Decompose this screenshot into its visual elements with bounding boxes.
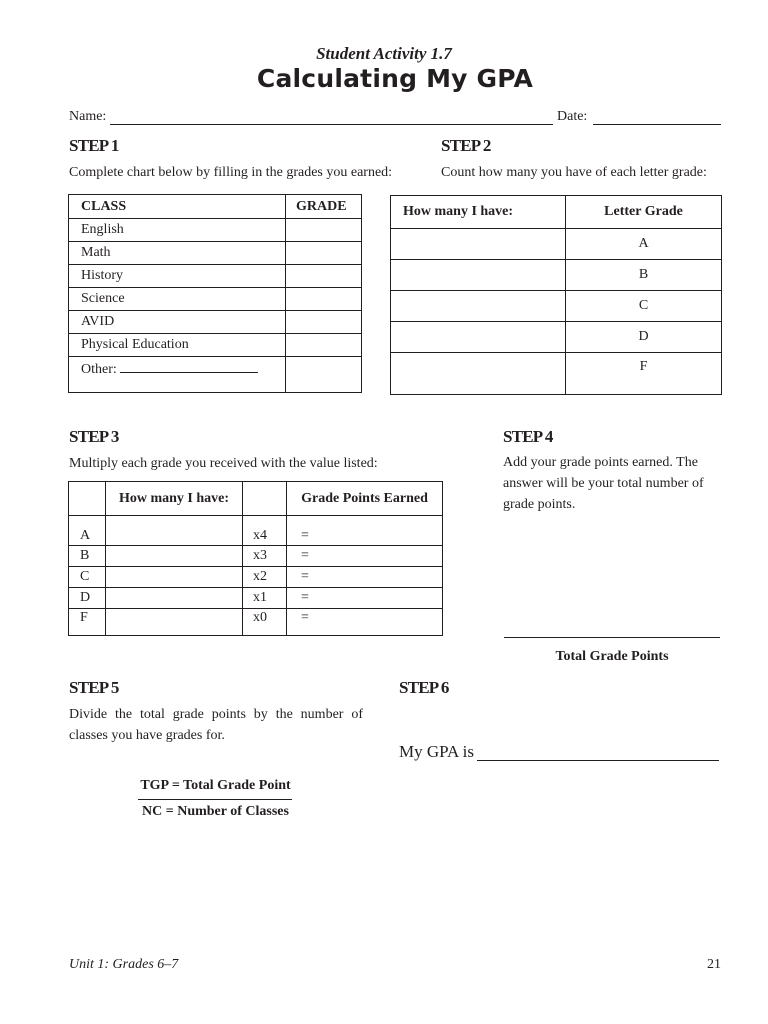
footer-unit: Unit 1: Grades 6–7: [69, 957, 179, 972]
letter-header-cell: [69, 482, 106, 516]
step1-heading: STEP 1: [69, 136, 119, 155]
fraction-numerator: TGP = Total Grade Point: [140, 778, 291, 793]
step4-heading: STEP 4: [503, 427, 553, 446]
gpa-label: My GPA is: [399, 742, 474, 761]
step2-instruction: Count how many you have of each letter grade:: [441, 165, 707, 180]
grade-cell[interactable]: [286, 242, 362, 265]
col-points-header: Grade Points Earned: [287, 482, 443, 516]
step3-heading: STEP 3: [69, 427, 119, 446]
step5-instruction: Divide the total grade points by the number of classes you have grades for.: [69, 707, 363, 743]
total-grade-points-label: Total Grade Points: [555, 649, 669, 664]
multiplier-cell: x2: [243, 567, 287, 588]
col-letter-header: Letter Grade: [566, 196, 722, 229]
step2-heading: STEP 2: [441, 136, 491, 155]
date-field[interactable]: [593, 124, 721, 125]
col-count-header: How many I have:: [106, 482, 243, 516]
grade-cell[interactable]: [286, 219, 362, 242]
multiplier-header-cell: [243, 482, 287, 516]
count-cell[interactable]: [391, 229, 566, 260]
grade-cell[interactable]: [286, 357, 362, 393]
letter-cell: F: [566, 353, 722, 395]
page-title: Calculating My GPA: [256, 64, 534, 93]
grade-cell[interactable]: [286, 265, 362, 288]
multiplier-cell: x0: [243, 609, 287, 636]
gpa-field[interactable]: [477, 760, 719, 761]
count-cell[interactable]: [106, 546, 243, 567]
name-label: Name:: [69, 109, 107, 124]
multiplier-cell: x4: [243, 516, 287, 546]
count-cell[interactable]: [106, 609, 243, 636]
class-name: Other:: [81, 362, 117, 377]
step4-instruction: Add your grade points earned. The answer will be your total number of grade points.: [503, 455, 704, 512]
count-cell[interactable]: [391, 260, 566, 291]
multiplier-cell: x3: [243, 546, 287, 567]
multiplier-cell: x1: [243, 588, 287, 609]
letter-cell: A: [69, 516, 106, 546]
grade-cell[interactable]: [286, 334, 362, 357]
class-grade-table: [68, 194, 362, 393]
points-cell[interactable]: =: [287, 588, 443, 609]
class-name: English: [69, 219, 286, 242]
activity-subtitle: Student Activity 1.7: [316, 44, 452, 63]
count-cell[interactable]: [391, 322, 566, 353]
count-cell[interactable]: [391, 291, 566, 322]
class-name: History: [69, 265, 286, 288]
step5-heading: STEP 5: [69, 678, 119, 697]
class-name: AVID: [69, 311, 286, 334]
letter-cell: F: [69, 609, 106, 636]
step3-instruction: Multiply each grade you received with the value listed:: [69, 456, 378, 471]
letter-cell: D: [566, 322, 722, 353]
class-name: Science: [69, 288, 286, 311]
grade-cell[interactable]: [286, 288, 362, 311]
other-class-field[interactable]: [120, 360, 258, 373]
points-cell[interactable]: =: [287, 609, 443, 636]
step6-heading: STEP 6: [399, 678, 449, 697]
count-cell[interactable]: [391, 353, 566, 395]
points-cell[interactable]: =: [287, 516, 443, 546]
letter-cell: B: [69, 546, 106, 567]
points-cell[interactable]: =: [287, 567, 443, 588]
date-label: Date:: [557, 109, 588, 124]
count-cell[interactable]: [106, 567, 243, 588]
col-grade-header: GRADE: [286, 195, 362, 219]
name-field[interactable]: [110, 124, 553, 125]
letter-cell: A: [566, 229, 722, 260]
count-cell[interactable]: [106, 588, 243, 609]
letter-cell: C: [69, 567, 106, 588]
letter-cell: C: [566, 291, 722, 322]
class-name: Math: [69, 242, 286, 265]
total-grade-points-field[interactable]: [504, 637, 720, 638]
fraction-bar: [138, 799, 292, 800]
grade-cell[interactable]: [286, 311, 362, 334]
col-count-header: How many I have:: [391, 196, 566, 229]
page-number: 21: [707, 957, 721, 972]
grade-points-table: [68, 481, 443, 636]
letter-cell: B: [566, 260, 722, 291]
letter-count-table: [390, 195, 722, 395]
fraction-denominator: NC = Number of Classes: [142, 804, 289, 819]
count-cell[interactable]: [106, 516, 243, 546]
step1-instruction: Complete chart below by filling in the grades you earned:: [69, 165, 393, 180]
class-name: Physical Education: [69, 334, 286, 357]
letter-cell: D: [69, 588, 106, 609]
points-cell[interactable]: =: [287, 546, 443, 567]
class-other-cell: [69, 357, 286, 393]
col-class-header: CLASS: [69, 195, 286, 219]
